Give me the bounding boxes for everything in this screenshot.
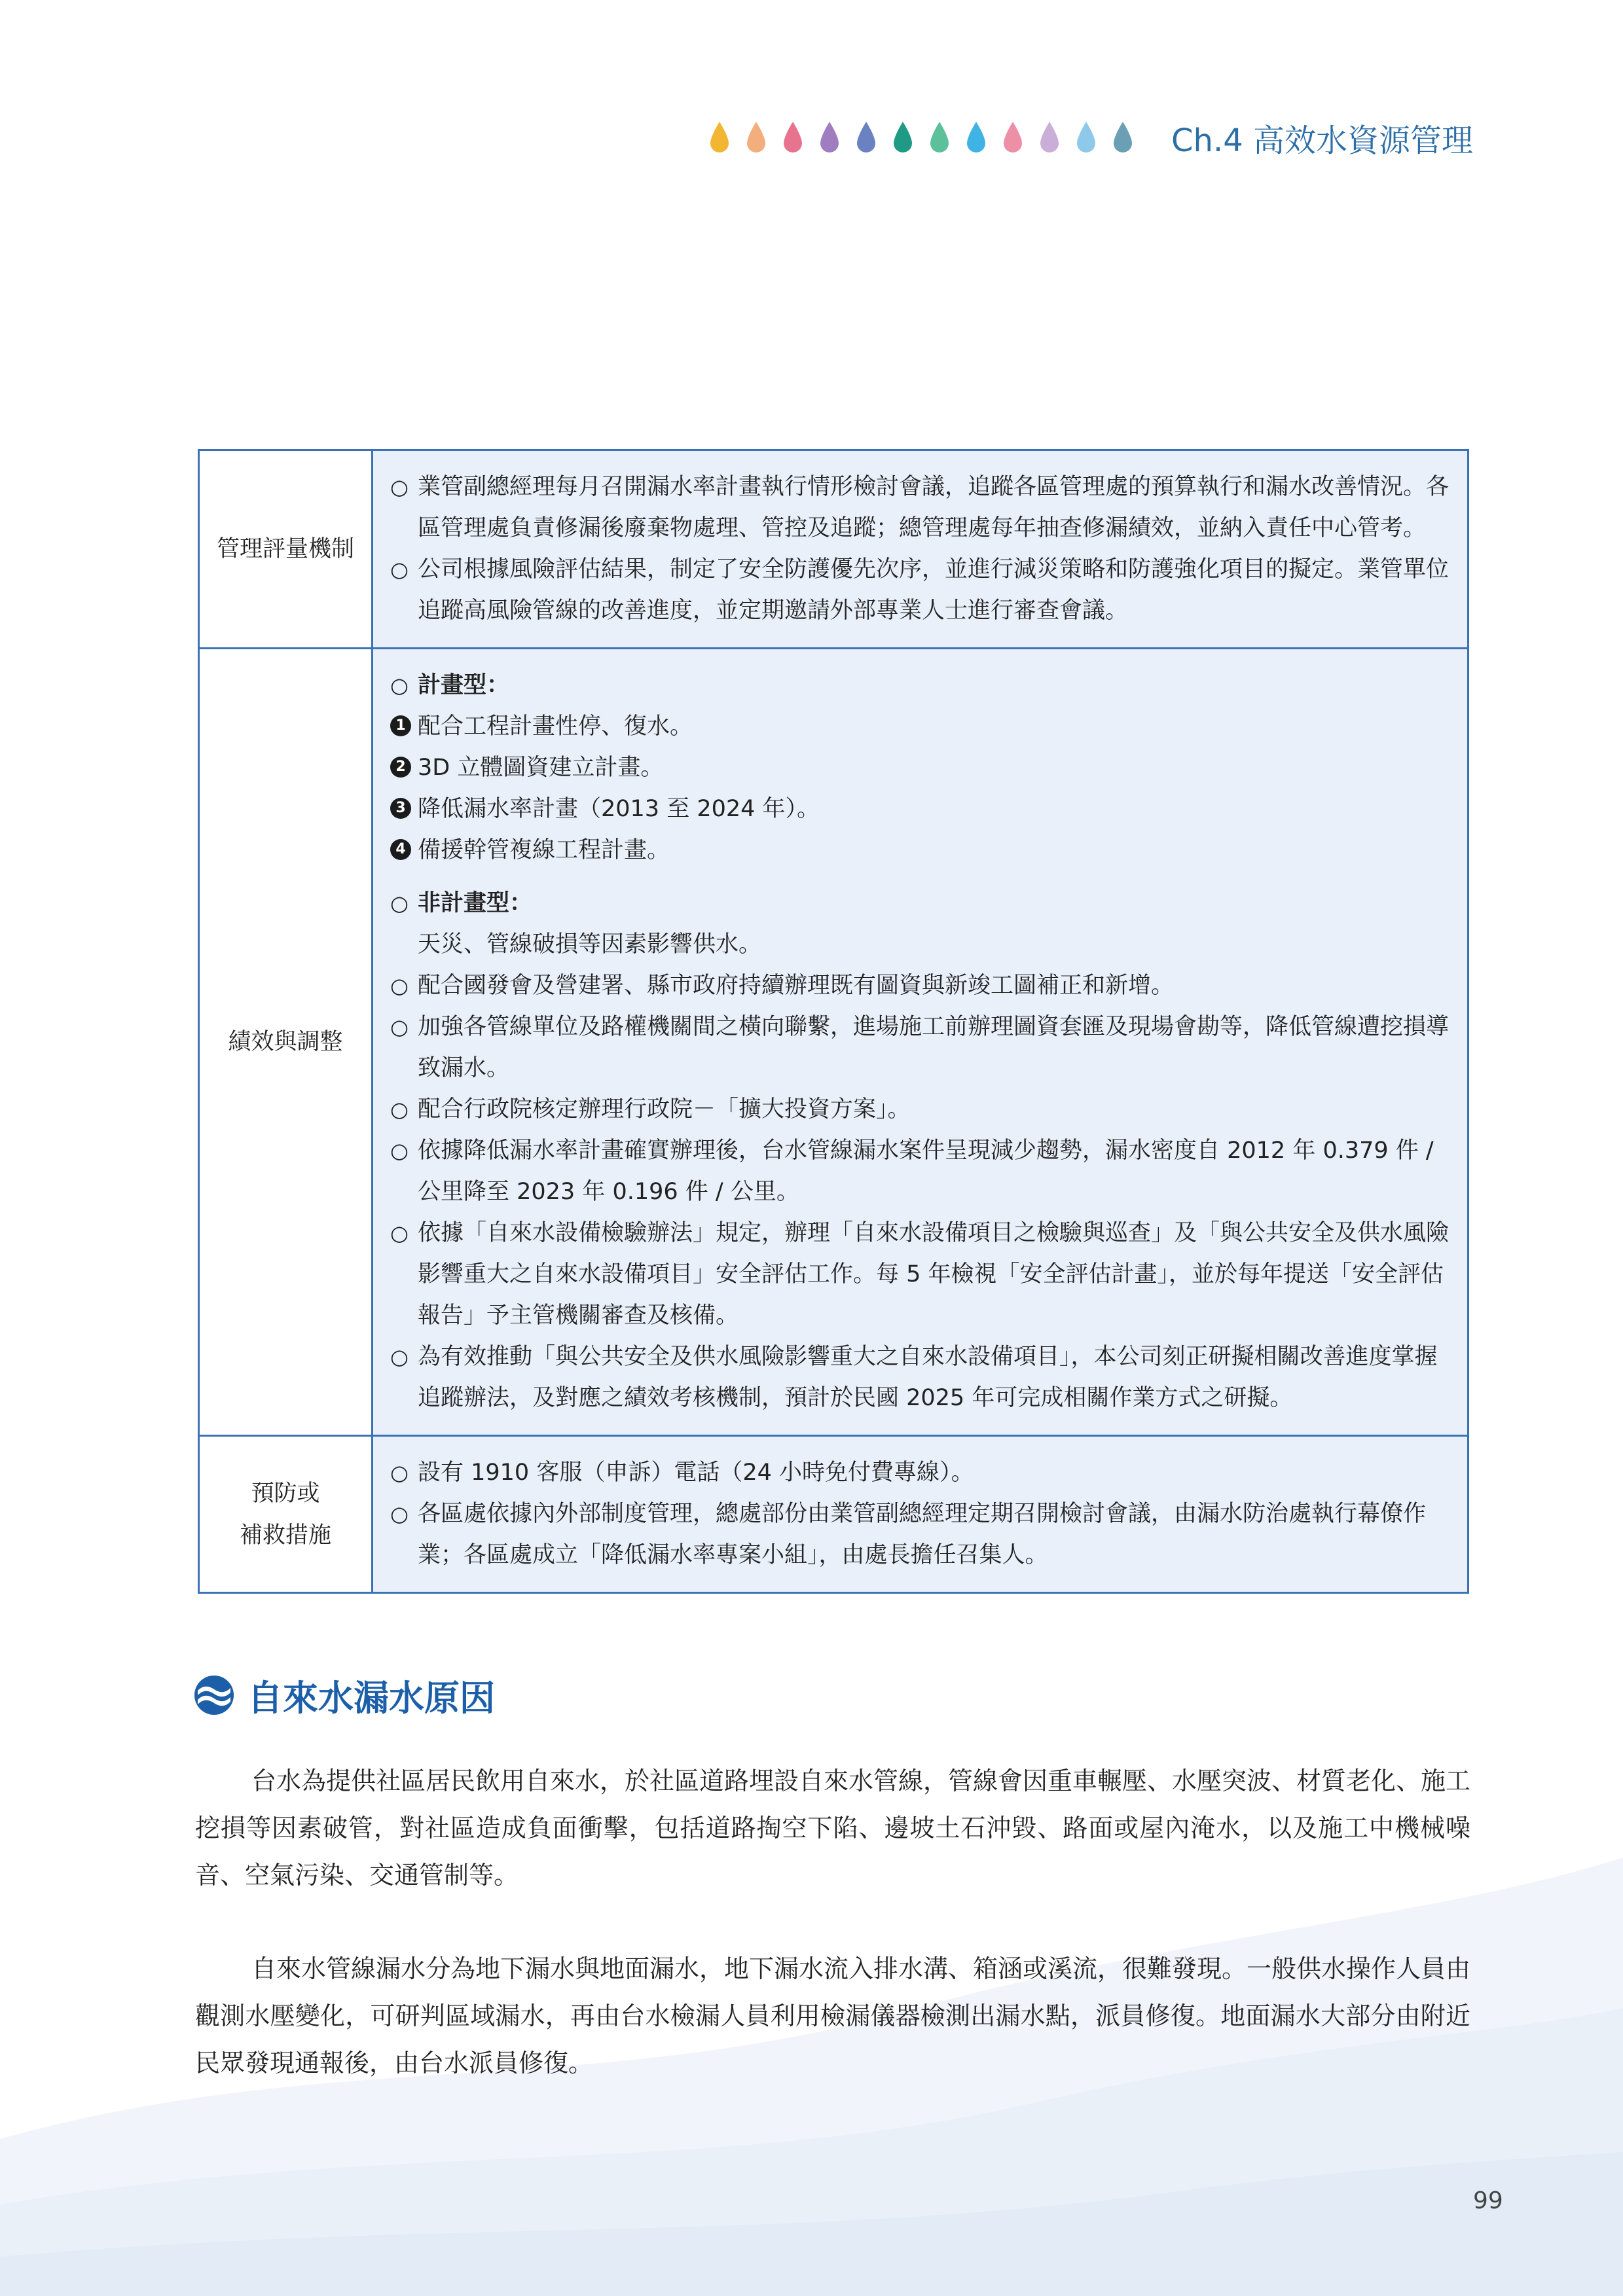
- row-content: [373, 649, 1468, 1436]
- water-drop-icon: [930, 122, 949, 153]
- table-row: [199, 1436, 1468, 1593]
- unplanned-title: 非計畫型：: [418, 890, 533, 916]
- paragraph: 台水為提供社區居民飲用自來水，於社區道路埋設自來水管線，管線會因重車輾壓、水壓突波、材質老化、施工挖損等因素破管，對社區造成負面衝擊，包括道路掏空下陷、邊坡土石沖毀、路面或屋內淹水，以及施工中機械噪音、空氣污染、交通管制等。: [195, 1767, 1471, 1890]
- chapter-title: Ch.4 高效水資源管理: [1171, 122, 1473, 159]
- water-drop-icon: [710, 122, 729, 153]
- circle-bullet-icon: ○: [390, 973, 409, 998]
- water-drop-icon: [967, 122, 985, 153]
- circle-bullet-icon: ○: [390, 1344, 409, 1369]
- row-label: 管理評量機制: [199, 450, 373, 649]
- list-item: [390, 665, 1453, 706]
- circle-bullet-icon: ○: [390, 891, 409, 916]
- list-item: ○ 依據降低漏水率計畫確實辦理後，台水管線漏水案件呈現減少趨勢，漏水密度自 2012 年 0.379 件 / 公里降至 2023 年 0.196 件 / 公里。: [390, 1130, 1453, 1213]
- page-number: 99: [1473, 2187, 1503, 2214]
- list-item: [390, 883, 1453, 924]
- number-3-icon: 3: [390, 798, 411, 819]
- water-wave-icon: [194, 1675, 234, 1715]
- table-row: [199, 649, 1468, 1436]
- list-item: ○ 配合行政院核定辦理行政院－「擴大投資方案」。: [390, 1089, 1453, 1130]
- page-header: [707, 111, 1473, 164]
- water-drop-icon: [784, 122, 802, 153]
- list-item: ○ 設有 1910 客服（申訴）電話（24 小時免付費專線）。: [390, 1452, 1453, 1494]
- management-table: [198, 449, 1469, 1594]
- circle-bullet-icon: ○: [390, 1138, 409, 1163]
- water-drop-icon: [1040, 122, 1059, 153]
- list-item: ○ 配合國發會及營建署、縣市政府持續辦理既有圖資與新竣工圖補正和新增。: [390, 965, 1453, 1007]
- list-item: 1 配合工程計畫性停、復水。: [390, 706, 1453, 747]
- row-content: [373, 1436, 1468, 1593]
- drop-icons: [710, 122, 1132, 153]
- section-heading: [194, 1672, 495, 1718]
- list-item: ○ 各區處依據內外部制度管理，總處部份由業管副總經理定期召開檢討會議，由漏水防治處執行幕僚作業；各區處成立「降低漏水率專案小組」，由處長擔任召集人。: [390, 1494, 1453, 1576]
- list-item: ○ 公司根據風險評估結果，制定了安全防護優先次序，並進行減災策略和防護強化項目的擬定。業管單位追蹤高風險管線的改善進度，並定期邀請外部專業人士進行審查會議。: [390, 549, 1453, 632]
- list-item: 3 降低漏水率計畫（2013 至 2024 年）。: [390, 789, 1453, 830]
- circle-bullet-icon: ○: [390, 1097, 409, 1122]
- water-drop-icon: [747, 122, 765, 153]
- row-content: [373, 450, 1468, 649]
- water-drop-icon: [1077, 122, 1095, 153]
- water-drop-icon: [1004, 122, 1022, 153]
- circle-bullet-icon: ○: [390, 673, 409, 698]
- water-drop-icon: [857, 122, 875, 153]
- water-drop-icon: [894, 122, 912, 153]
- list-item: ○ 業管副總經理每月召開漏水率計畫執行情形檢討會議，追蹤各區管理處的預算執行和漏水改善情況。各區管理處負責修漏後廢棄物處理、管控及追蹤；總管理處每年抽查修漏績效，並納入責任中心管考。: [390, 467, 1453, 549]
- section-title: 自來水漏水原因: [247, 1677, 495, 1719]
- list-item: ○ 為有效推動「與公共安全及供水風險影響重大之自來水設備項目」，本公司刻正研擬相關改善進度掌握追蹤辦法，及對應之績效考核機制，預計於民國 2025 年可完成相關作業方式之研擬。: [390, 1336, 1453, 1419]
- list-item: 天災、管線破損等因素影響供水。: [418, 931, 762, 958]
- number-2-icon: 2: [390, 757, 411, 778]
- circle-bullet-icon: ○: [390, 1460, 409, 1485]
- paragraph: 自來水管線漏水分為地下漏水與地面漏水，地下漏水流入排水溝、箱涵或溪流，很難發現。一般供水操作人員由觀測水壓變化，可研判區域漏水，再由台水檢漏人員利用檢漏儀器檢測出漏水點，派員修復。地面漏水大部分由附近民眾發現通報後，由台水派員修復。: [195, 1954, 1471, 2077]
- circle-bullet-icon: ○: [390, 475, 409, 499]
- list-item: 4 備援幹管複線工程計畫。: [390, 830, 1453, 871]
- list-item: ○ 依據「自來水設備檢驗辦法」規定，辦理「自來水設備項目之檢驗與巡查」及「與公共安全及供水風險影響重大之自來水設備項目」安全評估工作。每 5 年檢視「安全評估計畫」，並於每年提送「安全評估報告」予主管機關審查及核備。: [390, 1213, 1453, 1336]
- list-item: ○ 加強各管線單位及路權機關間之橫向聯繫，進場施工前辦理圖資套匯及現場會勘等，降低管線遭挖損導致漏水。: [390, 1007, 1453, 1089]
- row-label: 績效與調整: [199, 649, 373, 1436]
- water-drop-icon: [820, 122, 839, 153]
- list-item: 2 3D 立體圖資建立計畫。: [390, 747, 1453, 789]
- table-row: [199, 450, 1468, 649]
- planned-title: 計畫型：: [418, 672, 510, 698]
- water-drop-icon: [1114, 122, 1132, 153]
- number-1-icon: 1: [390, 715, 411, 736]
- circle-bullet-icon: ○: [390, 1014, 409, 1039]
- circle-bullet-icon: ○: [390, 557, 409, 582]
- circle-bullet-icon: ○: [390, 1501, 409, 1526]
- number-4-icon: 4: [390, 839, 411, 860]
- circle-bullet-icon: ○: [390, 1221, 409, 1246]
- row-label: 預防或 補救措施: [199, 1436, 373, 1593]
